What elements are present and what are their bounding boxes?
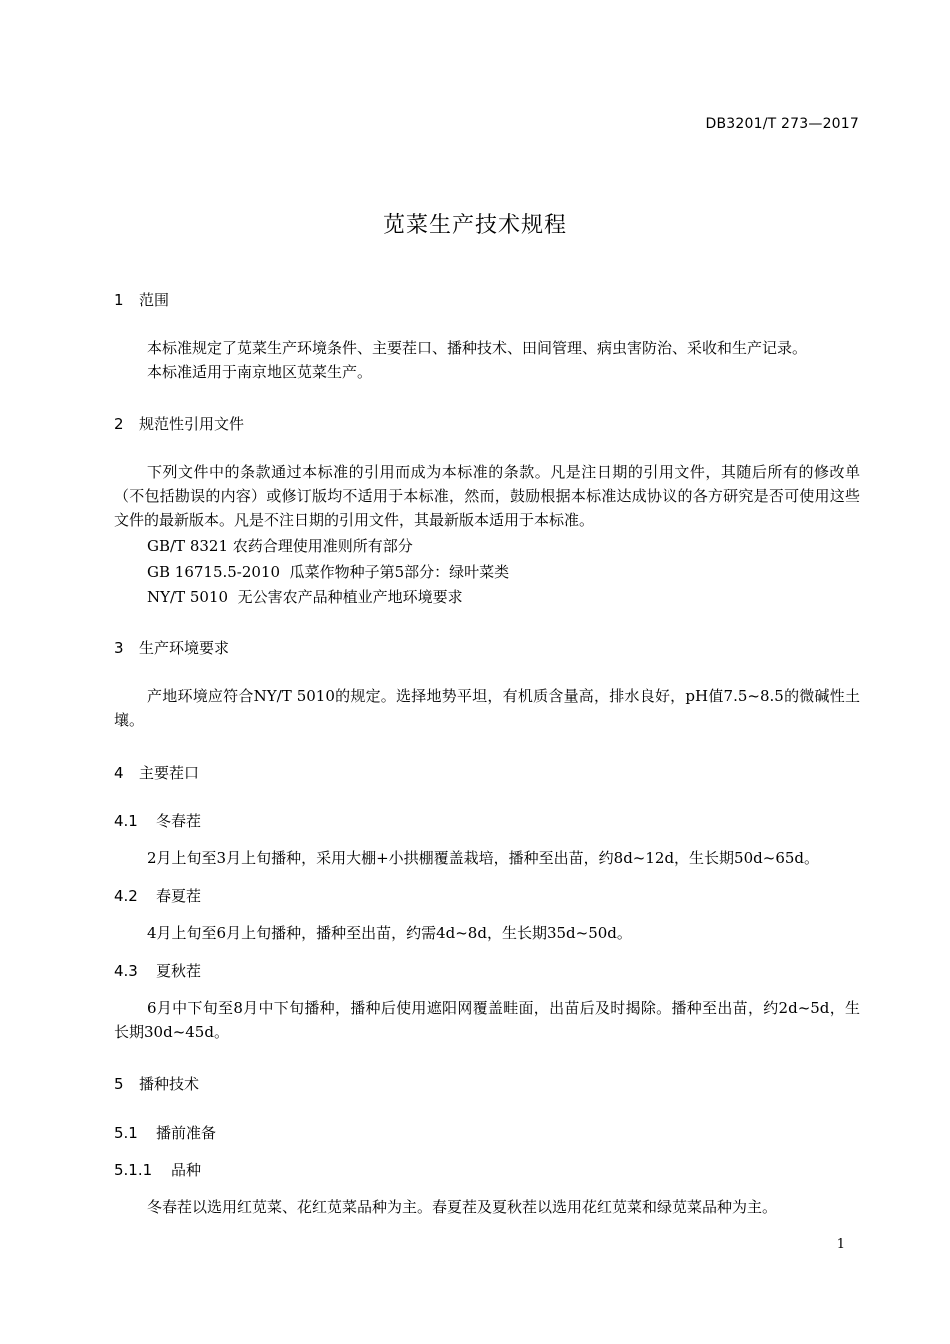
subsection-title: 冬春茬 — [156, 812, 202, 830]
section-2-heading — [114, 413, 244, 434]
section-number: 1 — [114, 291, 124, 309]
reference-item — [147, 560, 509, 584]
reference-code: GB 16715.5-2010 — [147, 563, 281, 581]
subsection-title: 品种 — [171, 1161, 202, 1179]
reference-code: GB/T 8321 — [147, 537, 229, 555]
section-title: 规范性引用文件 — [139, 415, 245, 433]
section-number: 4 — [114, 764, 124, 782]
document-code: DB3201/T 273—2017 — [705, 116, 859, 132]
paragraph: 2月上旬至3月上旬播种，采用大棚+小拱棚覆盖栽培，播种至出苗，约8d~12d，生长期50d~65d。 — [147, 849, 820, 867]
document-title: 苋菜生产技术规程 — [382, 213, 567, 238]
subsection-4-1-heading — [114, 810, 201, 831]
section-3-heading — [114, 637, 229, 658]
section-number: 3 — [114, 639, 124, 657]
reference-title: 无公害农产品种植业产地环境要求 — [237, 588, 463, 606]
paragraph: 冬春茬以选用红苋菜、花红苋菜品种为主。春夏茬及夏秋茬以选用花红苋菜和绿苋菜品种为主。 — [147, 1198, 778, 1216]
paragraph: 产地环境应符合NY/T 5010的规定。选择地势平坦，有机质含量高，排水良好，pH值7.5~8.5的微碱性土壤。 — [114, 687, 860, 729]
subsection-number: 5.1 — [114, 1124, 138, 1142]
section-number: 2 — [114, 415, 124, 433]
section-5-heading — [114, 1073, 199, 1094]
paragraph: 下列文件中的条款通过本标准的引用而成为本标准的条款。凡是注日期的引用文件，其随后所有的修改单（不包括勘误的内容）或修订版均不适用于本标准，然而，鼓励根据本标准达成协议的各方研究是否可使用这些文件的最新版本。凡是不注日期的引用文件，其最新版本适用于本标准。 — [114, 463, 860, 529]
subsection-number: 4.3 — [114, 962, 138, 980]
section-title: 播种技术 — [139, 1075, 200, 1093]
section-title: 生产环境要求 — [139, 639, 230, 657]
subsection-number: 4.2 — [114, 887, 138, 905]
subsection-title: 夏秋茬 — [156, 962, 202, 980]
reference-title: 瓜菜作物种子第5部分：绿叶菜类 — [289, 563, 510, 581]
subsection-5-1-heading — [114, 1122, 216, 1143]
subsection-4-3-heading — [114, 960, 201, 981]
page-number: 1 — [836, 1237, 845, 1252]
section-title: 主要茬口 — [139, 764, 200, 782]
reference-title: 农药合理使用准则所有部分 — [232, 537, 413, 555]
subsection-number: 4.1 — [114, 812, 138, 830]
paragraph: 本标准规定了苋菜生产环境条件、主要茬口、播种技术、田间管理、病虫害防治、采收和生产记录。 — [147, 339, 808, 357]
subsection-title: 春夏茬 — [156, 887, 202, 905]
subsection-5-1-1-heading — [114, 1159, 201, 1180]
reference-code: NY/T 5010 — [147, 588, 229, 606]
paragraph: 6月中下旬至8月中下旬播种，播种后使用遮阳网覆盖畦面，出苗后及时揭除。播种至出苗，约2d~5d，生长期30d~45d。 — [114, 999, 860, 1041]
subsection-title: 播前准备 — [156, 1124, 217, 1142]
section-title: 范围 — [139, 291, 170, 309]
reference-item — [147, 585, 463, 609]
subsection-number: 5.1.1 — [114, 1161, 153, 1179]
reference-item — [147, 534, 413, 558]
subsection-4-2-heading — [114, 885, 201, 906]
section-1-heading — [114, 289, 169, 310]
paragraph: 4月上旬至6月上旬播种，播种至出苗，约需4d~8d，生长期35d~50d。 — [147, 924, 632, 942]
section-number: 5 — [114, 1075, 124, 1093]
paragraph: 本标准适用于南京地区苋菜生产。 — [147, 363, 373, 381]
section-4-heading — [114, 762, 199, 783]
